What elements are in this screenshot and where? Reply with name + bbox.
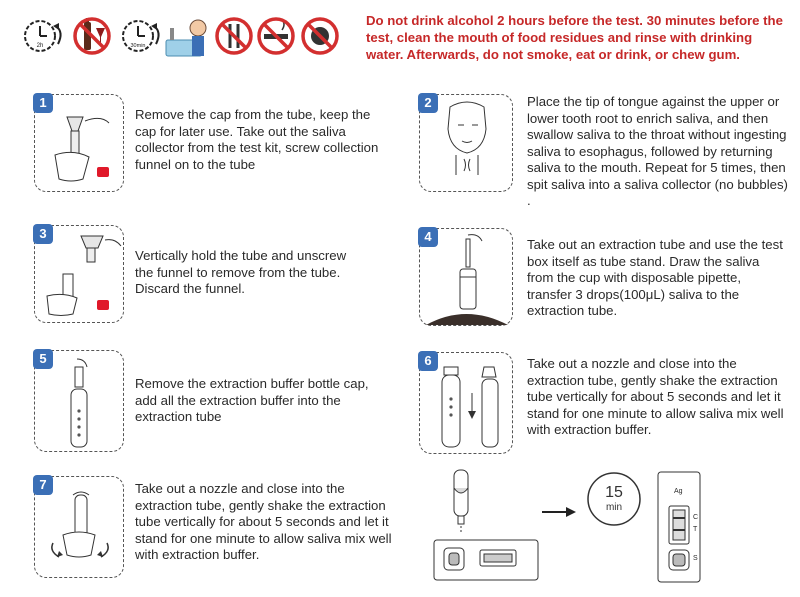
- step-2-illustration: [419, 94, 513, 192]
- arrow-right-icon: [542, 507, 576, 517]
- red-cap-icon: [97, 167, 109, 177]
- svg-text:2h: 2h: [36, 43, 44, 49]
- step-6-illustration: [419, 352, 513, 454]
- step-5-illustration: [34, 350, 124, 452]
- step-1-illustration: [34, 94, 124, 192]
- cassette-s-label: S: [693, 555, 698, 562]
- step-7-illustration: [34, 476, 124, 578]
- no-chewing-gum-icon: [303, 19, 337, 53]
- step-4-number: 4: [418, 227, 438, 247]
- timer-value: 15: [605, 484, 623, 501]
- step-2-number: 2: [418, 93, 438, 113]
- nozzle-close-tube-icon: [442, 367, 498, 447]
- timer-30min-icon: [123, 21, 159, 51]
- precaution-warning-text: Do not drink alcohol 2 hours before the test. 30 minutes before the test, clean the mouth of food residues and rinse with drinking water. Afterwards, do not smoke, eat or drink, or chew gum.: [366, 13, 783, 62]
- face-swallow-icon: [448, 102, 486, 175]
- cassette-ag-label: Ag: [674, 488, 683, 495]
- step-7-text: Take out a nozzle and close into the extraction tube, gently shake the extraction tube vertically for about 5 seconds and let it stand for one minute to allow saliva mix well with extraction buffer.: [135, 481, 392, 562]
- no-smoking-icon: [259, 19, 293, 53]
- cassette-c-label: C: [693, 514, 699, 521]
- final-test-illustration: [420, 462, 720, 587]
- step-5-number: 5: [33, 349, 53, 369]
- unscrew-funnel-icon: [47, 236, 121, 316]
- red-cap-icon: [97, 300, 109, 310]
- timer-unit: min: [605, 502, 623, 513]
- cassette-t-label: T: [693, 526, 698, 533]
- step-6-number: 6: [418, 351, 438, 371]
- step-3-illustration: [34, 225, 124, 323]
- precaution-icons: [20, 14, 340, 60]
- step-4-text: Take out an extraction tube and use the test box itself as tube stand. Draw the saliva from the cup with disposable pipette, transfer 3 drops(100μL) saliva to the extraction tube.: [527, 237, 783, 318]
- svg-text:30min: 30min: [130, 43, 146, 49]
- no-eating-icon: [217, 19, 251, 53]
- step-1-number: 1: [33, 93, 53, 113]
- step-4-illustration: [419, 228, 513, 326]
- rinse-mouth-icon: [166, 20, 206, 56]
- step-3-number: 3: [33, 224, 53, 244]
- no-alcohol-icon: [75, 18, 109, 53]
- step-2-text: Place the tip of tongue against the upper or lower tooth root to enrich saliva, and then swallow saliva to the throat without ingesting saliva to esophagus, followed by returning saliva to the mouth. Repeat for 5 times, then spit saliva into a saliva collector (no bubbles) .: [527, 94, 788, 208]
- buffer-bottle-icon: [71, 359, 87, 447]
- step-6-text: Take out a nozzle and close into the extraction tube, gently shake the extraction tube vertically for about 5 seconds and let it stand for one minute to allow saliva mix well with extraction buffer.: [527, 356, 784, 437]
- timer-2h-icon: [25, 21, 61, 51]
- shake-tube-icon: [52, 492, 108, 557]
- pipette-extraction-tube-icon: [426, 235, 508, 325]
- drop-sample-icon: [434, 470, 538, 580]
- step-3-text: Vertically hold the tube and unscrew the funnel to remove from the tube. Discard the funnel.: [135, 248, 347, 296]
- step-1-text: Remove the cap from the tube, keep the cap for later use. Take out the saliva collector from the test kit, screw collection funnel on to the tube: [135, 107, 379, 172]
- step-5-text: Remove the extraction buffer bottle cap, add all the extraction buffer into the extraction tube: [135, 376, 369, 424]
- step-7-number: 7: [33, 475, 53, 495]
